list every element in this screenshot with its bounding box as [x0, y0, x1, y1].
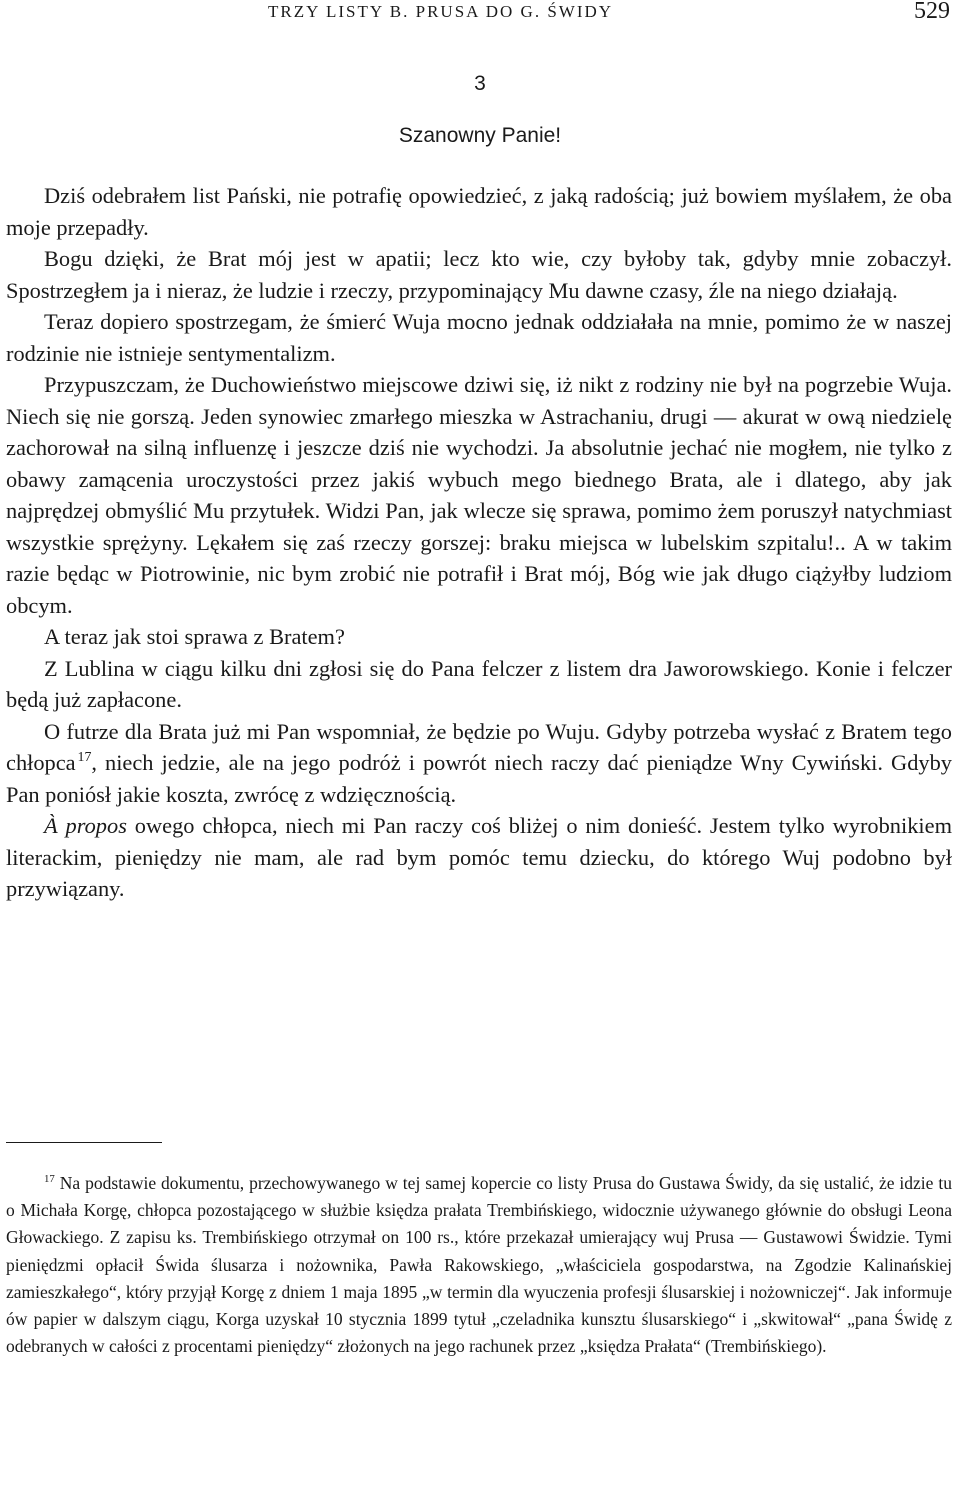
page-number: 529 — [914, 0, 950, 24]
paragraph-with-footnote — [6, 716, 952, 811]
paragraph: Dziś odebrałem list Pański, nie potrafię opowiedzieć, z jaką radością; już bowiem myślałem, że oba moje przepadły. — [6, 183, 952, 240]
paragraph-apropos — [6, 810, 952, 905]
paragraph: Z Lublina w ciągu kilku dni zgłosi się do Pana felczer z listem dra Jaworowskiego. Konie i felczer będą już zapłacone. — [6, 655, 952, 712]
running-title: TRZY LISTY B. PRUSA DO G. ŚWIDY — [268, 2, 614, 21]
footnote-text: Na podstawie dokumentu, przechowywanego w tej samej kopercie co listy Prusa do Gustawa Świdy, da się ustalić, że idzie tu o Michała Korgę, chłopca pozostającego w służbie księdza prałata Trembińskiego, widocznie używanego głównie do obsługi Leona Głowackiego. Z zapisu ks. Trembińskiego otrzymał on 100 rs., które przekazał umierający wuj Prusa — Gustawowi Świdzie. Tymi pieniędzmi opłacił Świda ślusarza i nożownika, Pawła Rakowskiego, „właściciela gospodarstwa, na Zgodzie Kalinańskiej zamieszkałego“, który przyjął Korgę z dniem 1 maja 1895 „w termin dla wyuczenia profesji ślusarskiej i nożowniczej“. Jak informuje ów papier w dalszym ciągu, Korga uzyskał 10 stycznia 1899 tytuł „czeladnika kunsztu ślusarskiego“ i „skwitował“ „pana Świdę z odebranych w całości z procentami pieniędzy“ złożonych na jego rachunek przez „księdza Prałata“ (Trembińskiego). — [6, 1173, 952, 1357]
page-header — [0, 0, 960, 40]
footnote-reference: 17 — [77, 749, 92, 765]
italic-phrase: À propos — [44, 813, 127, 838]
footnote-number: 17 — [44, 1172, 55, 1185]
paragraph-text: owego chłopca, niech mi Pan raczy coś bliżej o nim donieść. Jestem tylko wyrobnikiem literackim, pieniędzy nie mam, ale rad bym pomóc temu dziecku, do którego Wuj podobno był przywiązany. — [6, 813, 952, 901]
paragraph-text: O futrze dla Brata już mi Pan wspomniał, że będzie po Wuju. Gdyby potrzeba wysłać z Bratem tego chłopca — [6, 718, 952, 775]
letter-number: 3 — [474, 72, 486, 95]
paragraph: Przypuszczam, że Duchowieństwo miejscowe dziwi się, iż nikt z rodziny nie był na pogrzebie Wuja. Niech się nie gorszą. Jeden synowiec zmarłego mieszka w Astrachaniu, drugi — akurat w ową niedzielę zachorował na silną influenzę i jeszcze dziś nie wychodzi. Ja absolutnie jechać nie mogłem, nie tylko z obawy zamącenia uroczystości przez jakiś wybuch mego biednego Brata, ale i dlatego, aby jak najprędzej obmyślić Mu przytułek. Widzi Pan, jak wlecze się sprawa, pomimo żem poruszył natychmiast wszystkie sprężyny. Lękałem się zaś rzeczy gorszej: braku miejsca w lubelskim szpitalu!.. A w takim razie będąc w Piotrowinie, nic bym zrobić nie potrafił i Brat mój, Bóg wie jak długo ciążyłby ludziom obcym. — [6, 372, 952, 618]
footnote — [6, 1170, 952, 1360]
paragraph-text: , niech jedzie, ale na jego podróż i powrót niech raczy dać pieniądze Wny Cywiński. Gdyby Pan poniósł jakie koszta, zwrócę z wdzięcznością. — [6, 750, 952, 807]
paragraph: A teraz jak stoi sprawa z Bratem? — [44, 624, 345, 649]
paragraph: Bogu dzięki, że Brat mój jest w apatii; lecz kto wie, czy byłoby tak, gdyby mnie zobaczył. Spostrzegłem ja i nieraz, że ludzie i rzeczy, przypominający Mu dawne czasy, źle na niego działają. — [6, 246, 952, 303]
footnote-separator — [6, 1142, 162, 1143]
salutation: Szanowny Panie! — [398, 124, 562, 147]
paragraph: Teraz dopiero spostrzegam, że śmierć Wuja mocno jednak oddziałała na mnie, pomimo że w naszej rodzinie nie istnieje sentymentalizm. — [6, 309, 952, 366]
letter-body — [6, 180, 952, 905]
